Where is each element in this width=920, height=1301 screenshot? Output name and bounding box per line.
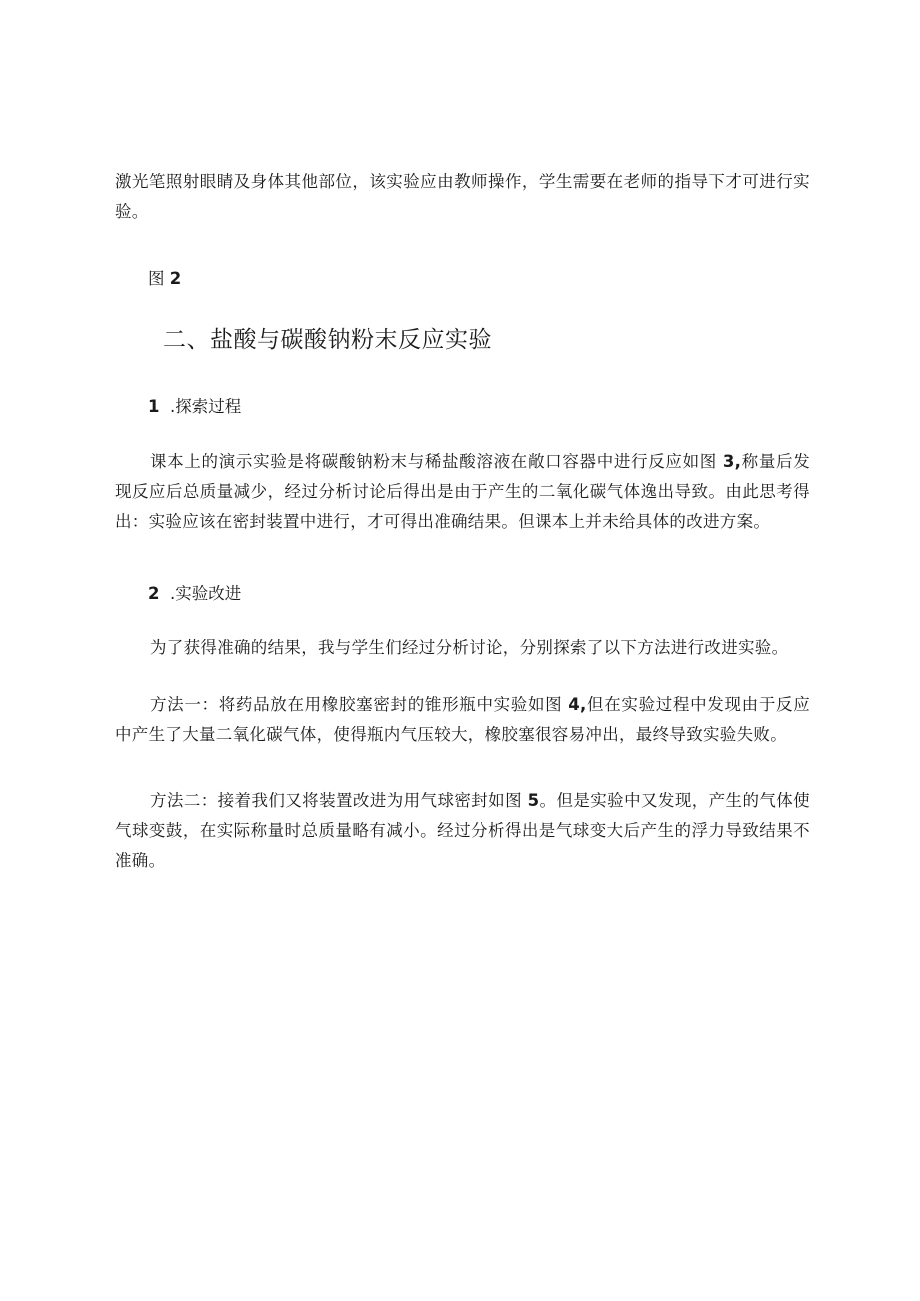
subsection-title: .探索过程 (170, 397, 242, 416)
subsection-heading-2 (148, 579, 241, 609)
subsection-title: .实验改进 (170, 584, 242, 603)
continuation-text: 激光笔照射眼睛及身体其他部位，该实验应由教师操作，学生需要在老师的指导下才可进行实验。 (115, 172, 810, 221)
figure-label-prefix: 图 (148, 269, 170, 288)
paragraph-text: 。但是实验中又发现，产生的气体使气球变鼓，在实际称量时总质量略有减小。经过分析得出是气球变大后产生的浮力导致结果不准确。 (115, 791, 810, 870)
figure-label (148, 264, 181, 294)
subsection-number: 2 (148, 584, 160, 603)
figure-ref: 5 (527, 791, 540, 810)
paragraph-text: 但在实验过程中发现由于反应中产生了大量二氧化碳气体，使得瓶内气压较大，橡胶塞很容易冲出，最终导致实验失败。 (115, 695, 810, 744)
paragraph-method-two (115, 786, 810, 876)
paragraph-improvement-intro (115, 633, 810, 663)
figure-ref: 3, (722, 452, 742, 471)
subsection-heading-1 (148, 392, 241, 422)
paragraph-exploration (115, 447, 810, 537)
figure-ref: 4, (568, 695, 587, 714)
subsection-number: 1 (148, 397, 160, 416)
continuation-paragraph (115, 167, 810, 227)
paragraph-method-one (115, 690, 810, 750)
paragraph-text: 方法一：将药品放在用橡胶塞密封的锥形瓶中实验如图 (150, 695, 569, 714)
figure-label-number: 2 (169, 269, 182, 288)
paragraph-text: 方法二：接着我们又将装置改进为用气球密封如图 (150, 791, 528, 810)
paragraph-text: 称量后发现反应后总质量减少，经过分析讨论后得出是由于产生的二氧化碳气体逸出导致。由此思考得出：实验应该在密封装置中进行，才可得出准确结果。但课本上并未给具体的改进方案。 (115, 452, 810, 531)
section-heading: 二、盐酸与碳酸钠粉末反应实验 (163, 327, 492, 353)
paragraph-text: 课本上的演示实验是将碳酸钠粉末与稀盐酸溶液在敞口容器中进行反应如图 (150, 452, 723, 471)
paragraph-text: 为了获得准确的结果，我与学生们经过分析讨论，分别探索了以下方法进行改进实验。 (150, 638, 789, 657)
